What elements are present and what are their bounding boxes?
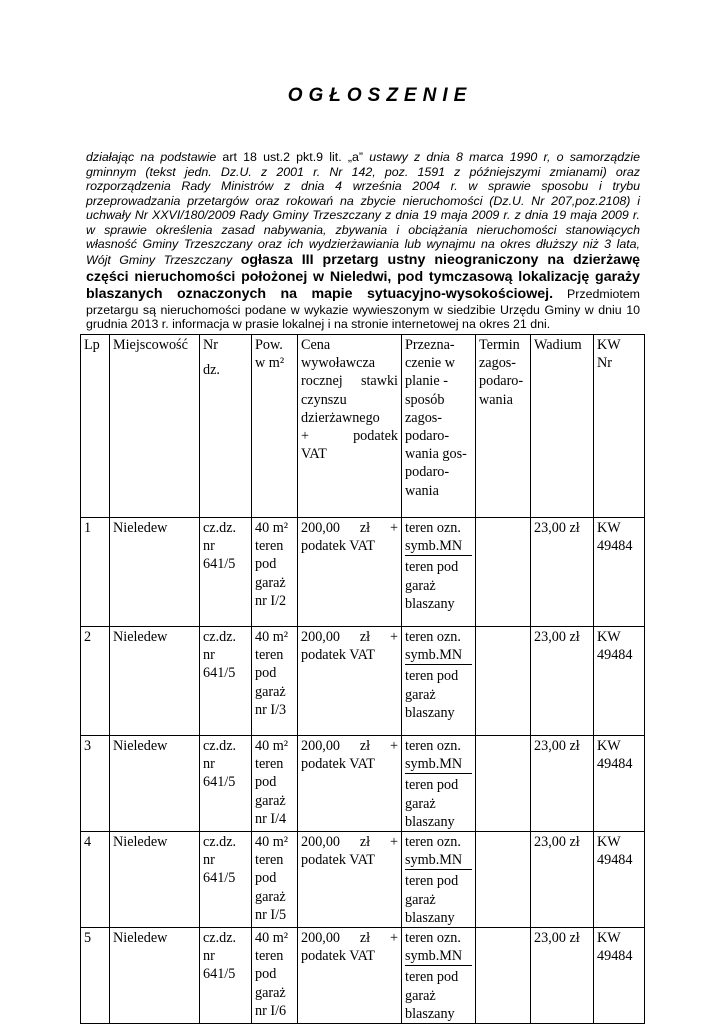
cell-przeznaczenie bbox=[402, 518, 476, 627]
header-pow-line2: w m² bbox=[255, 355, 285, 372]
header-termin: Termin zagos-podaro-wania bbox=[476, 335, 531, 518]
cell-prz-a: teren ozn. bbox=[405, 738, 461, 754]
intro-italic-1: działając na podstawie bbox=[86, 150, 217, 164]
header-pow bbox=[252, 335, 298, 518]
intro-tail: Przedmiotem przetargu są nieruchomości podane w wykazie wywieszonym w siedzibie Urzędu Gminy w dniu 10 grudnia 2013 r. informacja w prasie lokalnej i na stronie internetowej na okres 21 dni. bbox=[86, 286, 640, 331]
cell-dz: cz.dz. nr 641/5 bbox=[200, 736, 252, 832]
table-header-row bbox=[81, 335, 645, 518]
table-row bbox=[81, 832, 645, 928]
cell-prz-b: symb.MN bbox=[405, 947, 472, 966]
cell-cena-currency: zł bbox=[359, 930, 371, 947]
cell-cena-currency: zł bbox=[359, 520, 371, 536]
cell-cena-amount: 200,00 bbox=[301, 738, 341, 754]
cell-cena-line1 bbox=[301, 519, 398, 537]
cell-kw: KW 49484 bbox=[594, 832, 645, 928]
header-kw-line1: KW bbox=[597, 337, 621, 353]
cell-cena-plus: + bbox=[389, 520, 398, 536]
cell-cena-line1 bbox=[301, 833, 398, 851]
cell-termin bbox=[476, 518, 531, 627]
cell-cena-currency: zł bbox=[359, 738, 371, 754]
cell-cena-line1 bbox=[301, 929, 398, 947]
cell-miejscowosc: Nieledew bbox=[110, 832, 200, 928]
cell-przeznaczenie bbox=[402, 928, 476, 1024]
header-cena-text: Cena wywoławcza rocznej stawki czynszu dzierżawnego bbox=[301, 337, 398, 426]
cell-wadium: 23,00 zł bbox=[531, 928, 594, 1024]
tender-table bbox=[80, 334, 645, 1024]
cell-prz-a: teren ozn. bbox=[405, 930, 461, 947]
cell-pow: 40 m² teren pod garaż nr I/5 bbox=[252, 832, 298, 928]
cell-termin bbox=[476, 928, 531, 1024]
cell-cena bbox=[298, 518, 402, 627]
cell-termin bbox=[476, 736, 531, 832]
header-nr-line1: Nr bbox=[203, 337, 218, 353]
cell-prz-c: teren pod garaż blaszany bbox=[405, 668, 459, 721]
cell-prz-b: symb.MN bbox=[405, 646, 472, 665]
cell-prz-a: teren ozn. bbox=[405, 520, 461, 536]
cell-lp: 3 bbox=[81, 736, 110, 832]
table-row bbox=[81, 627, 645, 736]
cell-pow: 40 m² teren pod garaż nr I/6 bbox=[252, 928, 298, 1024]
cell-kw: KW 49484 bbox=[594, 736, 645, 832]
cell-wadium: 23,00 zł bbox=[531, 518, 594, 627]
cell-przeznaczenie bbox=[402, 832, 476, 928]
cell-cena-line1 bbox=[301, 628, 398, 646]
cell-prz-c: teren pod garaż blaszany bbox=[405, 559, 459, 612]
cell-dz: cz.dz. nr 641/5 bbox=[200, 518, 252, 627]
cell-kw: KW 49484 bbox=[594, 627, 645, 736]
header-wadium: Wadium bbox=[531, 335, 594, 518]
cell-lp: 1 bbox=[81, 518, 110, 627]
cell-miejscowosc: Nieledew bbox=[110, 627, 200, 736]
header-przeznaczenie: Przezna-czenie w planie -sposób zagos-podaro-wania gos-podaro-wania bbox=[402, 335, 476, 518]
cell-miejscowosc: Nieledew bbox=[110, 518, 200, 627]
cell-prz-c: teren pod garaż blaszany bbox=[405, 873, 459, 926]
cell-prz-a: teren ozn. bbox=[405, 629, 461, 645]
cell-cena-amount: 200,00 bbox=[301, 930, 341, 947]
table-row bbox=[81, 928, 645, 1024]
cell-cena bbox=[298, 928, 402, 1024]
cell-lp: 2 bbox=[81, 627, 110, 736]
cell-cena-plus: + bbox=[389, 930, 398, 947]
header-cena-vat: VAT bbox=[301, 446, 327, 463]
header-cena-plus: + bbox=[301, 428, 310, 445]
cell-termin bbox=[476, 627, 531, 736]
cell-cena bbox=[298, 736, 402, 832]
header-miejscowosc: Miejscowość bbox=[110, 335, 200, 518]
header-kw-line2: Nr bbox=[597, 355, 612, 372]
intro-normal-1: art 18 ust.2 pkt.9 lit. „a” bbox=[216, 150, 370, 164]
cell-wadium: 23,00 zł bbox=[531, 627, 594, 736]
cell-prz-b: symb.MN bbox=[405, 851, 472, 870]
header-cena-podatek: podatek bbox=[353, 428, 398, 445]
cell-cena-currency: zł bbox=[359, 834, 371, 851]
cell-kw: KW 49484 bbox=[594, 518, 645, 627]
cell-cena-currency: zł bbox=[359, 629, 371, 645]
cell-kw: KW 49484 bbox=[594, 928, 645, 1024]
cell-prz-a: teren ozn. bbox=[405, 834, 461, 851]
intro-italic-2: ustawy z dnia 8 marca 1990 r, o samorządzie gminnym (tekst jedn. Dz.U. z 2001 r. Nr 142, poz. 1591 z późniejszymi zmianami) oraz rozporządzenia Rady Ministrów z dnia 4 września 2004 r. w sprawie sposobu i trybu przeprowadzania przetargów oraz rokowań na zbycie nieruchomości (Dz.U. Nr 207,poz.2108) i uchwały Nr XXVI/180/2009 Rady Gminy Trzeszczany z dnia 19 maja 2009 r. z dnia 19 maja 2009 r. w sprawie określenia zasad nabywania, zbywania i obciążania nieruchomości stanowiących własność Gminy Trzeszczany oraz ich wydzierżawiania lub wynajmu na okres dłuższy niż 3 lata, Wójt Gminy Trzeszczany bbox=[86, 150, 640, 267]
cell-cena-amount: 200,00 bbox=[301, 834, 341, 851]
cell-przeznaczenie bbox=[402, 627, 476, 736]
table-row bbox=[81, 518, 645, 627]
cell-wadium: 23,00 zł bbox=[531, 736, 594, 832]
header-lp: Lp bbox=[81, 335, 110, 518]
cell-cena bbox=[298, 627, 402, 736]
page-title: OGŁOSZENIE bbox=[287, 85, 473, 106]
header-kw bbox=[594, 335, 645, 518]
cell-dz: cz.dz. nr 641/5 bbox=[200, 627, 252, 736]
table-row bbox=[81, 736, 645, 832]
cell-cena-tax: podatek VAT bbox=[301, 948, 375, 965]
header-cena bbox=[298, 335, 402, 518]
cell-pow: 40 m² teren pod garaż nr I/2 bbox=[252, 518, 298, 627]
cell-lp: 5 bbox=[81, 928, 110, 1024]
cell-miejscowosc: Nieledew bbox=[110, 928, 200, 1024]
cell-prz-b: symb.MN bbox=[405, 537, 472, 556]
header-pow-line1: Pow. bbox=[255, 337, 283, 353]
cell-prz-c: teren pod garaż blaszany bbox=[405, 969, 459, 1022]
intro-bold: ogłasza III przetarg ustny nieograniczony na dzierżawę części nieruchomości położonej w Nieledwi, pod tymczasową lokalizację garaży blaszanych oznaczonych na mapie sytuacyjno-wysokościowej. bbox=[86, 251, 640, 302]
cell-wadium: 23,00 zł bbox=[531, 832, 594, 928]
cell-lp: 4 bbox=[81, 832, 110, 928]
cell-cena-plus: + bbox=[389, 834, 398, 851]
cell-cena-tax: podatek VAT bbox=[301, 538, 375, 555]
cell-prz-c: teren pod garaż blaszany bbox=[405, 777, 459, 830]
cell-cena-line1 bbox=[301, 737, 398, 755]
cell-cena-plus: + bbox=[389, 629, 398, 645]
cell-przeznaczenie bbox=[402, 736, 476, 832]
intro-paragraph bbox=[86, 150, 640, 332]
cell-pow: 40 m² teren pod garaż nr I/4 bbox=[252, 736, 298, 832]
cell-cena-tax: podatek VAT bbox=[301, 647, 375, 664]
cell-termin bbox=[476, 832, 531, 928]
cell-cena-plus: + bbox=[389, 738, 398, 754]
cell-prz-b: symb.MN bbox=[405, 755, 472, 774]
header-nr-line2: dz. bbox=[203, 362, 220, 379]
cell-dz: cz.dz. nr 641/5 bbox=[200, 928, 252, 1024]
cell-cena-tax: podatek VAT bbox=[301, 852, 375, 869]
cell-dz: cz.dz. nr 641/5 bbox=[200, 832, 252, 928]
cell-cena-tax: podatek VAT bbox=[301, 756, 375, 773]
cell-cena bbox=[298, 832, 402, 928]
header-cena-plus-line bbox=[301, 427, 398, 445]
cell-cena-amount: 200,00 bbox=[301, 629, 341, 645]
header-nr bbox=[200, 335, 252, 518]
cell-pow: 40 m² teren pod garaż nr I/3 bbox=[252, 627, 298, 736]
cell-miejscowosc: Nieledew bbox=[110, 736, 200, 832]
cell-cena-amount: 200,00 bbox=[301, 520, 341, 536]
